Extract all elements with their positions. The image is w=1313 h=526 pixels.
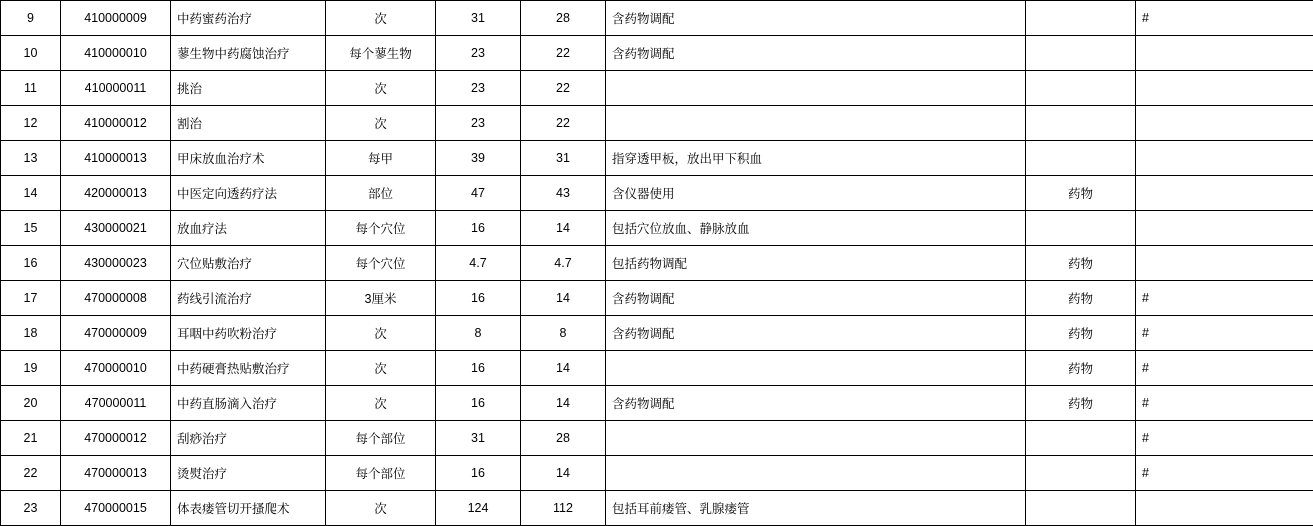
table-row[interactable] bbox=[1, 421, 1313, 456]
cell-unit: 每个蓼生物 bbox=[326, 36, 436, 71]
cell-price2: 14 bbox=[521, 211, 606, 246]
cell-name: 割治 bbox=[171, 106, 326, 141]
cell-note: 包括耳前瘘管、乳腺瘘管 bbox=[606, 491, 1026, 526]
cell-price2: 28 bbox=[521, 421, 606, 456]
cell-price2: 14 bbox=[521, 386, 606, 421]
table-row[interactable] bbox=[1, 351, 1313, 386]
cell-price1: 16 bbox=[436, 351, 521, 386]
cell-note bbox=[606, 456, 1026, 491]
cell-name: 蓼生物中药腐蚀治疗 bbox=[171, 36, 326, 71]
cell-name: 体表瘘管切开搔爬术 bbox=[171, 491, 326, 526]
cell-mark bbox=[1136, 141, 1313, 176]
cell-exclude bbox=[1026, 456, 1136, 491]
cell-name: 中医定向透药疗法 bbox=[171, 176, 326, 211]
table-row[interactable] bbox=[1, 246, 1313, 281]
cell-mark bbox=[1136, 36, 1313, 71]
cell-seq: 23 bbox=[1, 491, 61, 526]
cell-seq: 16 bbox=[1, 246, 61, 281]
cell-price1: 16 bbox=[436, 386, 521, 421]
cell-note: 包括药物调配 bbox=[606, 246, 1026, 281]
cell-code: 430000021 bbox=[61, 211, 171, 246]
cell-code: 470000009 bbox=[61, 316, 171, 351]
cell-unit: 每个穴位 bbox=[326, 246, 436, 281]
cell-mark bbox=[1136, 211, 1313, 246]
cell-note: 含药物调配 bbox=[606, 386, 1026, 421]
cell-price1: 16 bbox=[436, 456, 521, 491]
cell-code: 470000011 bbox=[61, 386, 171, 421]
cell-seq: 20 bbox=[1, 386, 61, 421]
cell-mark bbox=[1136, 106, 1313, 141]
cell-note: 含仪器使用 bbox=[606, 176, 1026, 211]
cell-name: 放血疗法 bbox=[171, 211, 326, 246]
cell-code: 470000012 bbox=[61, 421, 171, 456]
cell-code: 410000012 bbox=[61, 106, 171, 141]
cell-seq: 17 bbox=[1, 281, 61, 316]
cell-price1: 8 bbox=[436, 316, 521, 351]
cell-mark: # bbox=[1136, 456, 1313, 491]
cell-price1: 31 bbox=[436, 1, 521, 36]
cell-seq: 9 bbox=[1, 1, 61, 36]
cell-name: 中药蜜药治疗 bbox=[171, 1, 326, 36]
cell-name: 耳咽中药吹粉治疗 bbox=[171, 316, 326, 351]
cell-exclude: 药物 bbox=[1026, 386, 1136, 421]
table-row[interactable] bbox=[1, 141, 1313, 176]
cell-exclude: 药物 bbox=[1026, 281, 1136, 316]
cell-price1: 23 bbox=[436, 106, 521, 141]
cell-seq: 13 bbox=[1, 141, 61, 176]
table-row[interactable] bbox=[1, 176, 1313, 211]
cell-note bbox=[606, 71, 1026, 106]
cell-name: 中药硬膏热贴敷治疗 bbox=[171, 351, 326, 386]
cell-code: 410000013 bbox=[61, 141, 171, 176]
cell-price2: 28 bbox=[521, 1, 606, 36]
cell-seq: 10 bbox=[1, 36, 61, 71]
cell-code: 470000015 bbox=[61, 491, 171, 526]
cell-mark: # bbox=[1136, 281, 1313, 316]
cell-note bbox=[606, 351, 1026, 386]
cell-seq: 22 bbox=[1, 456, 61, 491]
cell-exclude bbox=[1026, 106, 1136, 141]
cell-price1: 31 bbox=[436, 421, 521, 456]
cell-price1: 23 bbox=[436, 36, 521, 71]
cell-exclude bbox=[1026, 491, 1136, 526]
table-row[interactable] bbox=[1, 1, 1313, 36]
cell-price2: 8 bbox=[521, 316, 606, 351]
cell-code: 420000013 bbox=[61, 176, 171, 211]
cell-mark: # bbox=[1136, 351, 1313, 386]
cell-mark bbox=[1136, 491, 1313, 526]
cell-price1: 23 bbox=[436, 71, 521, 106]
cell-price2: 14 bbox=[521, 281, 606, 316]
cell-name: 挑治 bbox=[171, 71, 326, 106]
cell-exclude: 药物 bbox=[1026, 176, 1136, 211]
cell-mark bbox=[1136, 246, 1313, 281]
cell-name: 刮痧治疗 bbox=[171, 421, 326, 456]
cell-mark: # bbox=[1136, 386, 1313, 421]
cell-unit: 每个部位 bbox=[326, 421, 436, 456]
cell-price1: 4.7 bbox=[436, 246, 521, 281]
table-row[interactable] bbox=[1, 386, 1313, 421]
table-row[interactable] bbox=[1, 491, 1313, 526]
table-row[interactable] bbox=[1, 71, 1313, 106]
cell-seq: 21 bbox=[1, 421, 61, 456]
cell-price1: 47 bbox=[436, 176, 521, 211]
cell-exclude bbox=[1026, 421, 1136, 456]
table-row[interactable] bbox=[1, 281, 1313, 316]
cell-note: 含药物调配 bbox=[606, 1, 1026, 36]
cell-name: 穴位贴敷治疗 bbox=[171, 246, 326, 281]
cell-note: 指穿透甲板，放出甲下积血 bbox=[606, 141, 1026, 176]
cell-exclude bbox=[1026, 71, 1136, 106]
cell-price1: 124 bbox=[436, 491, 521, 526]
cell-note bbox=[606, 106, 1026, 141]
cell-price1: 16 bbox=[436, 211, 521, 246]
cell-exclude bbox=[1026, 36, 1136, 71]
cell-note: 含药物调配 bbox=[606, 316, 1026, 351]
cell-unit: 每个部位 bbox=[326, 456, 436, 491]
cell-seq: 11 bbox=[1, 71, 61, 106]
cell-price2: 22 bbox=[521, 71, 606, 106]
cell-seq: 15 bbox=[1, 211, 61, 246]
cell-seq: 14 bbox=[1, 176, 61, 211]
cell-code: 410000011 bbox=[61, 71, 171, 106]
cell-code: 470000013 bbox=[61, 456, 171, 491]
cell-price2: 4.7 bbox=[521, 246, 606, 281]
cell-name: 中药直肠滴入治疗 bbox=[171, 386, 326, 421]
cell-unit: 次 bbox=[326, 351, 436, 386]
cell-note: 含药物调配 bbox=[606, 281, 1026, 316]
cell-mark: # bbox=[1136, 316, 1313, 351]
cell-name: 烫熨治疗 bbox=[171, 456, 326, 491]
cell-code: 470000008 bbox=[61, 281, 171, 316]
cell-price2: 43 bbox=[521, 176, 606, 211]
cell-price2: 22 bbox=[521, 106, 606, 141]
cell-unit: 每个穴位 bbox=[326, 211, 436, 246]
cell-unit: 每甲 bbox=[326, 141, 436, 176]
cell-price2: 22 bbox=[521, 36, 606, 71]
table-body bbox=[1, 1, 1313, 526]
cell-unit: 次 bbox=[326, 386, 436, 421]
cell-mark: # bbox=[1136, 1, 1313, 36]
cell-exclude: 药物 bbox=[1026, 316, 1136, 351]
cell-price2: 14 bbox=[521, 351, 606, 386]
table-row[interactable] bbox=[1, 36, 1313, 71]
table-row[interactable] bbox=[1, 211, 1313, 246]
cell-mark bbox=[1136, 176, 1313, 211]
cell-unit: 次 bbox=[326, 1, 436, 36]
cell-unit: 3厘米 bbox=[326, 281, 436, 316]
cell-mark: # bbox=[1136, 421, 1313, 456]
cell-unit: 次 bbox=[326, 106, 436, 141]
cell-exclude: 药物 bbox=[1026, 351, 1136, 386]
cell-unit: 部位 bbox=[326, 176, 436, 211]
cell-note: 含药物调配 bbox=[606, 36, 1026, 71]
cell-mark bbox=[1136, 71, 1313, 106]
cell-code: 470000010 bbox=[61, 351, 171, 386]
cell-exclude: 药物 bbox=[1026, 246, 1136, 281]
cell-seq: 19 bbox=[1, 351, 61, 386]
cell-exclude bbox=[1026, 1, 1136, 36]
cell-unit: 次 bbox=[326, 316, 436, 351]
cell-unit: 次 bbox=[326, 71, 436, 106]
table-row[interactable] bbox=[1, 316, 1313, 351]
cell-price1: 39 bbox=[436, 141, 521, 176]
cell-price2: 14 bbox=[521, 456, 606, 491]
cell-name: 药线引流治疗 bbox=[171, 281, 326, 316]
cell-unit: 次 bbox=[326, 491, 436, 526]
cell-name: 甲床放血治疗术 bbox=[171, 141, 326, 176]
cell-code: 410000009 bbox=[61, 1, 171, 36]
table-row[interactable] bbox=[1, 106, 1313, 141]
cell-code: 430000023 bbox=[61, 246, 171, 281]
cell-exclude bbox=[1026, 211, 1136, 246]
table-row[interactable] bbox=[1, 456, 1313, 491]
cell-code: 410000010 bbox=[61, 36, 171, 71]
cell-note: 包括穴位放血、静脉放血 bbox=[606, 211, 1026, 246]
cell-note bbox=[606, 421, 1026, 456]
cell-exclude bbox=[1026, 141, 1136, 176]
cell-price2: 112 bbox=[521, 491, 606, 526]
cell-price1: 16 bbox=[436, 281, 521, 316]
cell-seq: 18 bbox=[1, 316, 61, 351]
cell-price2: 31 bbox=[521, 141, 606, 176]
cell-seq: 12 bbox=[1, 106, 61, 141]
